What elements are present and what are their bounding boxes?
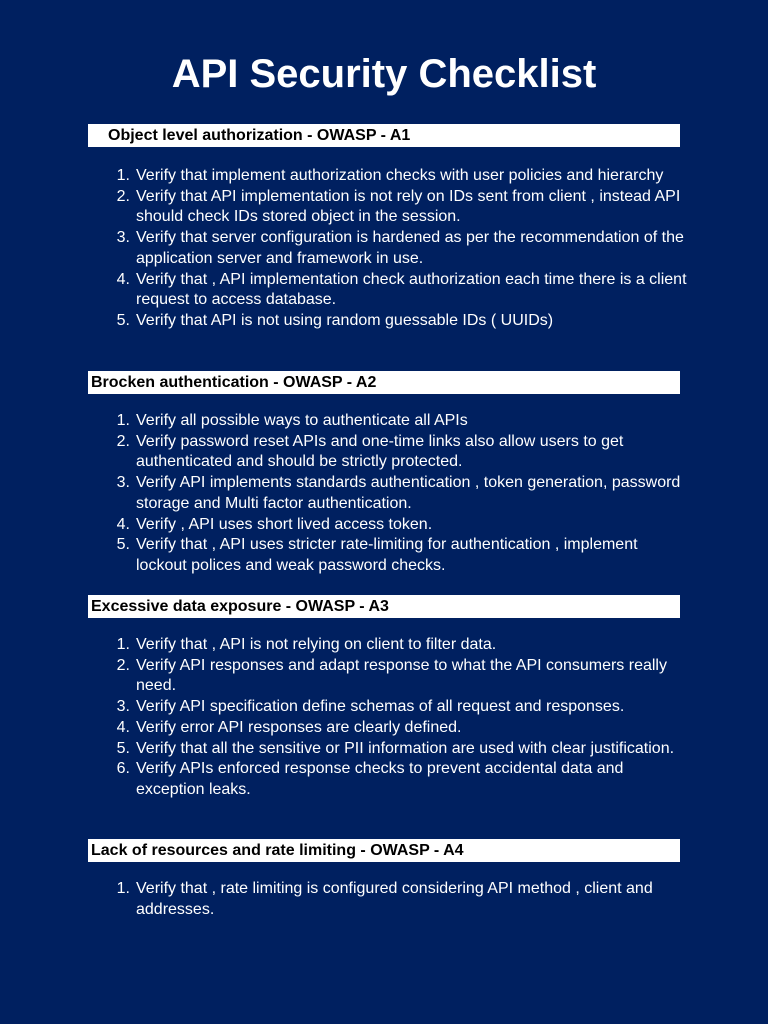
- list-item: [108, 879, 688, 920]
- item-number: 4.: [116, 718, 130, 736]
- checklist-a2: [108, 411, 688, 577]
- list-item: [108, 656, 688, 697]
- list-item: [108, 270, 688, 311]
- list-item: [108, 759, 688, 800]
- section-header-a4: Lack of resources and rate limiting - OWASP - A4: [88, 839, 680, 862]
- item-text: Verify API implements standards authentication , token generation, password storage and Multi factor authentication.: [136, 474, 681, 512]
- section-header-a2: Brocken authentication - OWASP - A2: [88, 371, 680, 394]
- item-text: Verify that , API uses stricter rate-limiting for authentication , implement lockout polices and weak password checks.: [136, 536, 638, 574]
- list-item: [108, 432, 688, 473]
- item-number: 2.: [116, 432, 130, 450]
- item-text: Verify that , API implementation check authorization each time there is a client request to access database.: [136, 270, 687, 309]
- item-number: 1.: [116, 412, 130, 429]
- item-number: 2.: [116, 656, 130, 674]
- item-number: 1.: [116, 880, 130, 897]
- list-item: [108, 535, 688, 576]
- item-number: 5.: [116, 536, 130, 554]
- item-text: Verify API specification define schemas of all request and responses.: [136, 698, 625, 716]
- list-item: [108, 515, 688, 536]
- item-text: Verify error API responses are clearly defined.: [136, 718, 462, 736]
- item-text: Verify that server configuration is hardened as per the recommendation of the application server and framework in use.: [136, 229, 684, 267]
- list-item: [108, 228, 688, 269]
- item-number: 5.: [116, 311, 130, 329]
- item-text: Verify that , API is not relying on client to filter data.: [136, 636, 497, 653]
- item-text: Verify that all the sensitive or PII information are used with clear justification.: [136, 739, 675, 757]
- list-item: [108, 718, 688, 739]
- page-title: API Security Checklist: [171, 52, 597, 96]
- item-number: 3.: [116, 698, 130, 716]
- item-number: 4.: [116, 270, 130, 288]
- item-text: Verify that , rate limiting is configured considering API method , client and addresses.: [136, 880, 653, 918]
- list-item: [108, 473, 688, 514]
- section-header-a3: Excessive data exposure - OWASP - A3: [88, 595, 680, 618]
- item-text: Verify API responses and adapt response to what the API consumers really need.: [136, 656, 667, 695]
- item-text: Verify that API is not using random guessable IDs ( UUIDs): [136, 311, 554, 329]
- item-text: Verify that API implementation is not rely on IDs sent from client , instead API should check IDs stored object in the session.: [136, 187, 681, 226]
- item-text: Verify password reset APIs and one-time links also allow users to get authenticated and should be strictly protected.: [136, 432, 624, 471]
- list-item: [108, 635, 688, 656]
- item-number: 6.: [116, 760, 130, 778]
- checklist-a3: [108, 635, 688, 801]
- item-number: 3.: [116, 229, 130, 247]
- item-text: Verify , API uses short lived access token.: [136, 515, 433, 533]
- item-number: 4.: [116, 515, 130, 533]
- item-text: Verify that implement authorization checks with user policies and hierarchy: [136, 167, 664, 184]
- list-item: [108, 187, 688, 228]
- item-number: 1.: [116, 636, 130, 653]
- list-item: [108, 311, 688, 332]
- list-item: [108, 739, 688, 760]
- checklist-a1: [108, 166, 688, 332]
- item-number: 3.: [116, 474, 130, 492]
- list-item: [108, 411, 688, 432]
- section-header-a1: Object level authorization - OWASP - A1: [88, 124, 680, 147]
- item-number: 5.: [116, 739, 130, 757]
- item-number: 1.: [116, 167, 130, 184]
- list-item: [108, 697, 688, 718]
- item-number: 2.: [116, 187, 130, 205]
- checklist-a4: [108, 879, 688, 920]
- list-item: [108, 166, 688, 187]
- item-text: Verify APIs enforced response checks to prevent accidental data and exception leaks.: [136, 760, 624, 798]
- item-text: Verify all possible ways to authenticate all APIs: [136, 412, 468, 429]
